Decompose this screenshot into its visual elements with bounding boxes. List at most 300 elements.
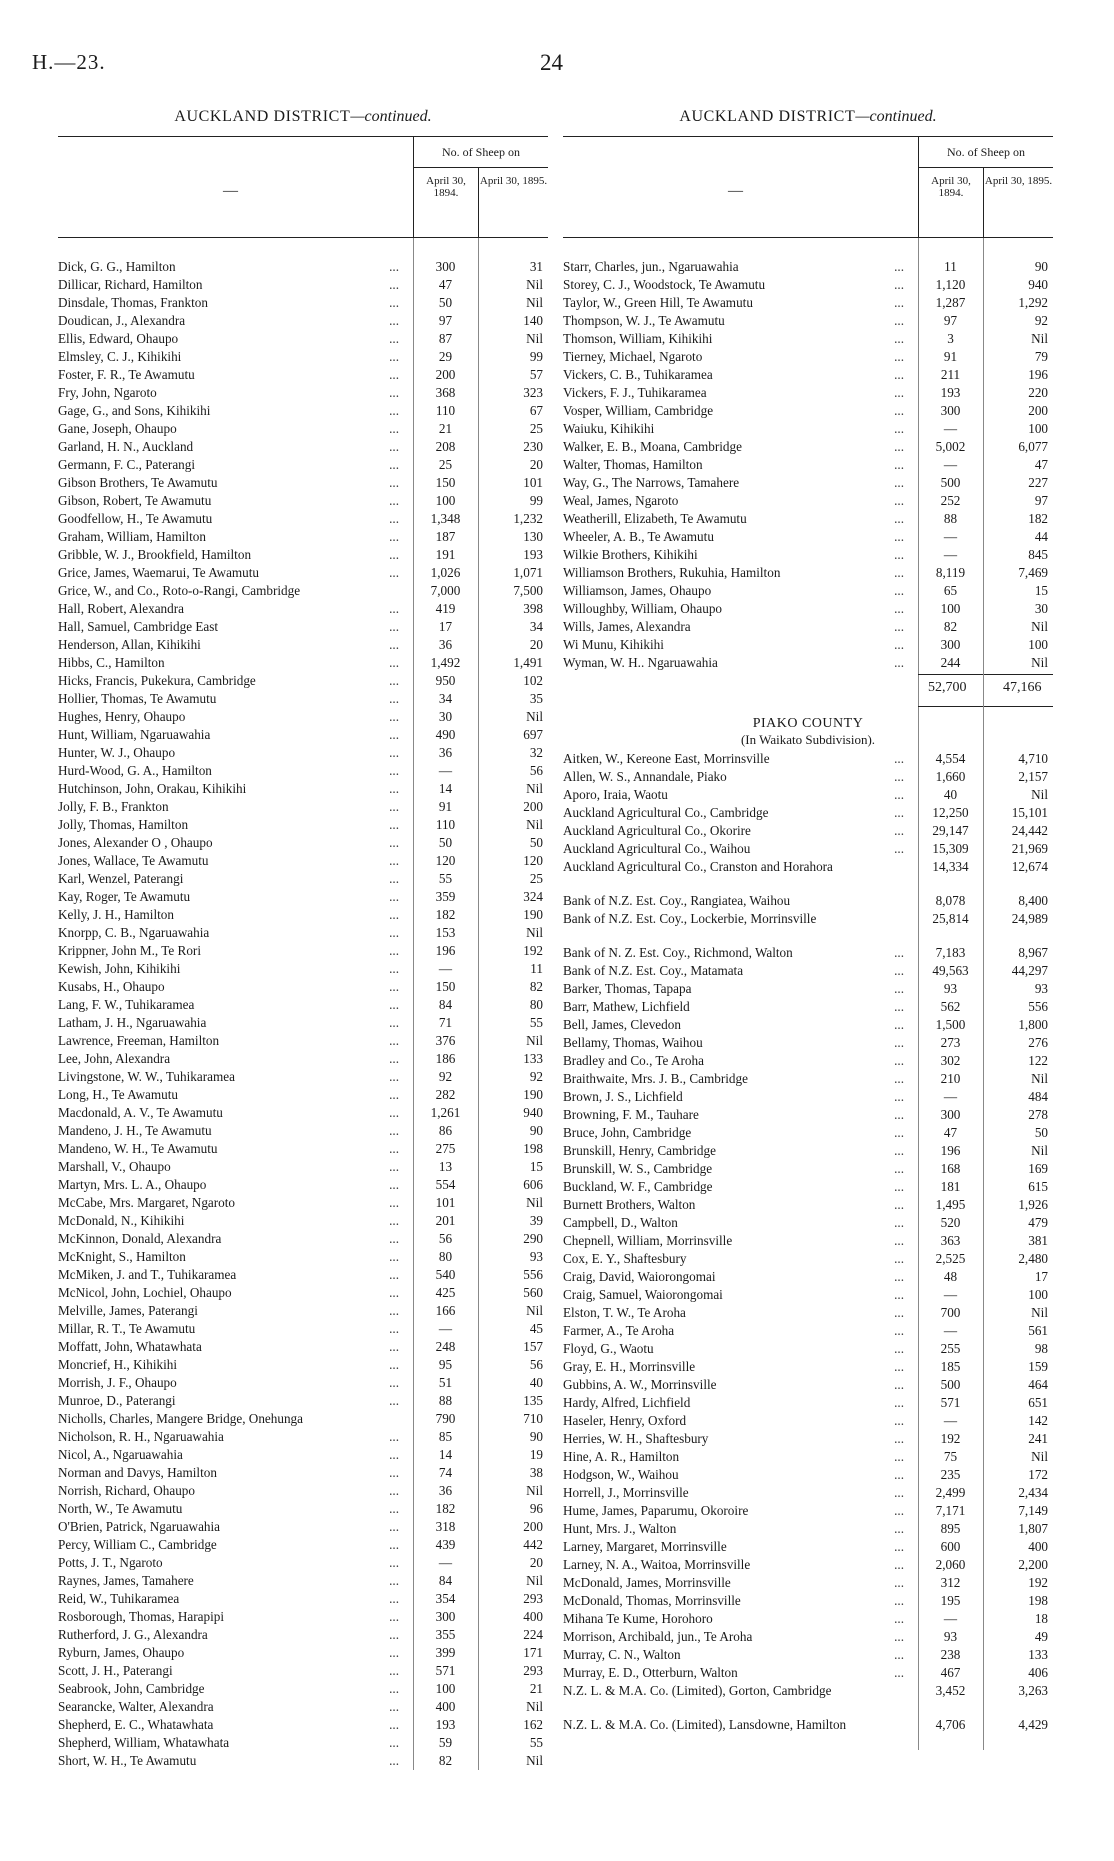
sheep-1895: 1,232	[513, 511, 543, 526]
owner-name	[58, 1338, 403, 1356]
sheep-1894: 186	[435, 1051, 456, 1066]
table-row	[58, 726, 548, 744]
sheep-1894: 1,026	[430, 565, 461, 580]
leader-dots: ...	[894, 1557, 904, 1572]
leader-dots: ...	[389, 1627, 399, 1642]
sheep-1895: 2,157	[1018, 769, 1048, 784]
owner-name	[58, 546, 403, 564]
page-reference: H.—23.	[32, 50, 106, 74]
sheep-1894: 84	[438, 997, 453, 1012]
leader-dots: ...	[389, 1141, 399, 1156]
table-row	[563, 1070, 1053, 1088]
leader-dots: ...	[894, 787, 904, 802]
sheep-1895: Nil	[1031, 1143, 1048, 1158]
owner-name	[563, 1142, 908, 1160]
table-row	[563, 1286, 1053, 1304]
leader-dots: ...	[894, 945, 904, 960]
sheep-1894: 195	[940, 1593, 961, 1608]
left-column	[58, 108, 548, 1770]
leader-dots: ...	[894, 1485, 904, 1500]
table-row	[58, 1662, 548, 1680]
table-row	[563, 654, 1053, 672]
owner-name-text: Shepherd, E. C., Whatawhata	[58, 1717, 214, 1732]
sheep-1895: 15	[1034, 583, 1048, 598]
sheep-1895: Nil	[526, 817, 543, 832]
leader-dots: ...	[894, 805, 904, 820]
owner-name-text: Weal, James, Ngaroto	[563, 493, 679, 508]
sheep-1894: 17	[438, 619, 453, 634]
sheep-1895: 90	[529, 1429, 543, 1444]
leader-dots: ...	[894, 1413, 904, 1428]
owner-name-text: Gane, Joseph, Ohaupo	[58, 421, 177, 436]
owner-name	[563, 1556, 908, 1574]
table-row	[58, 1140, 548, 1158]
leader-dots: ...	[894, 349, 904, 364]
leader-dots: ...	[894, 1629, 904, 1644]
owner-name-text: Browning, F. M., Tauhare	[563, 1107, 699, 1122]
owner-name-text: Dinsdale, Thomas, Frankton	[58, 295, 208, 310]
leader-dots: ...	[389, 1447, 399, 1462]
leader-dots: ...	[389, 799, 399, 814]
owner-name	[58, 780, 403, 798]
owner-name	[563, 1484, 908, 1502]
sheep-1895: 35	[529, 691, 543, 706]
sheep-1895: 93	[1034, 981, 1048, 996]
sheep-1895: 44	[1034, 529, 1048, 544]
owner-name-text: Livingstone, W. W., Tuhikaramea	[58, 1069, 235, 1084]
owner-name	[563, 456, 908, 474]
owner-name-text: Bank of N.Z. Est. Coy., Matamata	[563, 963, 744, 978]
table-row	[58, 1212, 548, 1230]
sheep-1895: 230	[523, 439, 543, 454]
leader-dots: ...	[894, 565, 904, 580]
table-row	[58, 888, 548, 906]
owner-name	[58, 1284, 403, 1302]
sheep-1894: 1,287	[935, 295, 966, 310]
sheep-1895: 11	[530, 961, 543, 976]
owner-name	[563, 564, 908, 582]
leader-dots: ...	[389, 529, 399, 544]
sheep-1894: 182	[435, 907, 456, 922]
total-1894: 52,700	[928, 680, 967, 695]
leader-dots: ...	[894, 1611, 904, 1626]
page-number: 24	[540, 50, 563, 75]
leader-dots: ...	[389, 1573, 399, 1588]
sheep-1894: 235	[940, 1467, 961, 1482]
sheep-1894: 1,120	[935, 277, 966, 292]
sheep-1895: 196	[1028, 367, 1048, 382]
sheep-1894: 14,334	[932, 859, 969, 874]
leader-dots: ...	[894, 823, 904, 838]
sheep-1895: 140	[523, 313, 543, 328]
leader-dots: ...	[389, 1321, 399, 1336]
sheep-1894: —	[438, 961, 453, 976]
owner-name	[563, 804, 908, 822]
sheep-1894: 80	[438, 1249, 453, 1264]
owner-name-text: Graham, William, Hamilton	[58, 529, 206, 544]
sheep-1895: 381	[1028, 1233, 1048, 1248]
table-row	[58, 1500, 548, 1518]
owner-name-text: Long, H., Te Awamutu	[58, 1087, 178, 1102]
sheep-1894: 185	[940, 1359, 961, 1374]
sheep-1894: —	[438, 1321, 453, 1336]
leader-dots: ...	[389, 385, 399, 400]
owner-name	[58, 1248, 403, 1266]
sheep-1895: 224	[523, 1627, 543, 1642]
sheep-1894: 255	[940, 1341, 961, 1356]
leader-dots: ...	[389, 1663, 399, 1678]
sheep-1895: 142	[1028, 1413, 1048, 1428]
sheep-1895: 2,480	[1018, 1251, 1048, 1266]
sheep-1894: —	[943, 1413, 958, 1428]
sheep-1894: 5,002	[935, 439, 966, 454]
sheep-1895: 293	[523, 1591, 543, 1606]
sheep-1895: 2,200	[1018, 1557, 1048, 1572]
table-row	[563, 1538, 1053, 1556]
owner-name-text: Thompson, W. J., Te Awamutu	[563, 313, 725, 328]
leader-dots: ...	[389, 691, 399, 706]
left-table-header	[58, 136, 548, 238]
table-row	[563, 348, 1053, 366]
sheep-1894: 1,660	[935, 769, 966, 784]
left-header-col-1895: April 30, 1895.	[478, 167, 548, 237]
sheep-1894: 600	[940, 1539, 961, 1554]
sheep-1894: —	[943, 1611, 958, 1626]
owner-name	[58, 1230, 403, 1248]
owner-name-text: Hume, James, Paparumu, Okoroire	[563, 1503, 749, 1518]
owner-name	[563, 1574, 908, 1592]
owner-name-text: Auckland Agricultural Co., Cranston and Horahora	[563, 859, 833, 874]
owner-name-text: Elmsley, C. J., Kihikihi	[58, 349, 182, 364]
sheep-1894: 1,348	[430, 511, 461, 526]
leader-dots: ...	[894, 1089, 904, 1104]
leader-dots: ...	[894, 1647, 904, 1662]
owner-name-text: Scott, J. H., Paterangi	[58, 1663, 173, 1678]
sheep-1894: 110	[435, 403, 456, 418]
owner-name	[563, 1088, 908, 1106]
owner-name	[563, 858, 908, 892]
leader-dots: ...	[389, 619, 399, 634]
table-row	[58, 330, 548, 348]
sheep-1894: 181	[940, 1179, 961, 1194]
leader-dots: ...	[389, 313, 399, 328]
sheep-1894: 14	[438, 781, 453, 796]
owner-name	[563, 1070, 908, 1088]
leader-dots: ...	[389, 835, 399, 850]
owner-name-text: Barr, Mathew, Lichfield	[563, 999, 690, 1014]
table-row	[563, 1052, 1053, 1070]
owner-name-text: Horrell, J., Morrinsville	[563, 1485, 689, 1500]
owner-name	[563, 276, 908, 294]
sheep-1894: 7,183	[935, 945, 966, 960]
sheep-1894: 36	[438, 1483, 453, 1498]
sheep-1894: 273	[940, 1035, 961, 1050]
sheep-1895: 159	[1028, 1359, 1048, 1374]
leader-dots: ...	[894, 1377, 904, 1392]
sheep-1895: 31	[529, 259, 543, 274]
owner-name-text: McDonald, Thomas, Morrinsville	[563, 1593, 741, 1608]
sheep-1895: 100	[1028, 637, 1048, 652]
sheep-1895: 8,400	[1018, 893, 1048, 908]
sheep-1895: 6,077	[1018, 439, 1048, 454]
leader-dots: ...	[389, 259, 399, 274]
leader-dots: ...	[389, 1105, 399, 1120]
table-row	[563, 1502, 1053, 1520]
table-row	[563, 1484, 1053, 1502]
left-header-sheep-label: No. of Sheep on	[413, 137, 548, 168]
sheep-1894: —	[943, 529, 958, 544]
sheep-1895: 192	[1028, 1575, 1048, 1590]
sheep-1895: 92	[1034, 313, 1048, 328]
table-row	[58, 1680, 548, 1698]
sheep-1895: 1,800	[1018, 1017, 1048, 1032]
sheep-1895: 90	[1034, 259, 1048, 274]
sheep-1894: 93	[943, 981, 958, 996]
sheep-1895: Nil	[526, 925, 543, 940]
sheep-1894: 12,250	[932, 805, 969, 820]
owner-name	[58, 258, 403, 276]
owner-name	[563, 510, 908, 528]
owner-name-text: Short, W. H., Te Awamutu	[58, 1753, 197, 1768]
owner-name-text: Floyd, G., Waotu	[563, 1341, 654, 1356]
owner-name	[563, 1106, 908, 1124]
sheep-1895: 697	[523, 727, 543, 742]
leader-dots: ...	[894, 1467, 904, 1482]
sheep-1895: 278	[1028, 1107, 1048, 1122]
table-row	[58, 654, 548, 672]
owner-name-text: Vickers, F. J., Tuhikaramea	[563, 385, 707, 400]
sheep-1895: 133	[1028, 1647, 1048, 1662]
sheep-1894: 75	[943, 1449, 958, 1464]
table-row	[58, 1266, 548, 1284]
sheep-1895: 130	[523, 529, 543, 544]
table-row	[58, 1392, 548, 1410]
sheep-1895: 157	[523, 1339, 543, 1354]
owner-name	[58, 1104, 403, 1122]
left-title-suffix: —continued.	[350, 108, 432, 125]
leader-dots: ...	[894, 1431, 904, 1446]
table-row	[563, 366, 1053, 384]
sheep-1895: 133	[523, 1051, 543, 1066]
owner-name-text: Walter, Thomas, Hamilton	[563, 457, 703, 472]
right-title-suffix: —continued.	[855, 108, 937, 125]
table-row	[58, 834, 548, 852]
owner-name-text: Goodfellow, H., Te Awamutu	[58, 511, 213, 526]
owner-name	[563, 1322, 908, 1340]
leader-dots: ...	[389, 1537, 399, 1552]
sheep-1895: 25	[529, 871, 543, 886]
owner-name-text: Wilkie Brothers, Kihikihi	[563, 547, 698, 562]
sheep-1894: 100	[435, 493, 456, 508]
sheep-1895: 39	[529, 1213, 543, 1228]
leader-dots: ...	[389, 295, 399, 310]
owner-name-text: Bank of N.Z. Est. Coy., Lockerbie, Morrinsville	[563, 911, 817, 926]
owner-name	[58, 600, 403, 618]
table-row	[58, 870, 548, 888]
table-row	[58, 438, 548, 456]
table-row	[563, 1214, 1053, 1232]
table-row	[58, 1068, 548, 1086]
table-row	[563, 1358, 1053, 1376]
table-row	[58, 258, 548, 276]
owner-name	[563, 750, 908, 768]
owner-name	[563, 1412, 908, 1430]
owner-name-text: Krippner, John M., Te Rori	[58, 943, 201, 958]
table-row	[563, 1412, 1053, 1430]
leader-dots: ...	[389, 1501, 399, 1516]
sheep-1894: 47	[438, 277, 453, 292]
owner-name-text: O'Brien, Patrick, Ngaruawahia	[58, 1519, 221, 1534]
owner-name-text: Williamson Brothers, Rukuhia, Hamilton	[563, 565, 781, 580]
sheep-1895: 484	[1028, 1089, 1048, 1104]
owner-name	[563, 1502, 908, 1520]
owner-name-text: Latham, J. H., Ngaruawahia	[58, 1015, 207, 1030]
sheep-1894: 36	[438, 745, 453, 760]
sheep-1895: 845	[1028, 547, 1048, 562]
owner-name-text: Storey, C. J., Woodstock, Te Awamutu	[563, 277, 766, 292]
sheep-1895: 80	[529, 997, 543, 1012]
sheep-1895: 190	[523, 1087, 543, 1102]
leader-dots: ...	[389, 457, 399, 472]
sheep-1895: 560	[523, 1285, 543, 1300]
owner-name	[563, 1376, 908, 1394]
sheep-1895: Nil	[526, 1303, 543, 1318]
owner-name-text: Nicol, A., Ngaruawahia	[58, 1447, 183, 1462]
sheep-1894: 82	[438, 1753, 453, 1768]
leader-dots: ...	[389, 1069, 399, 1084]
table-row	[58, 546, 548, 564]
table-row	[58, 906, 548, 924]
owner-name-text: Ellis, Edward, Ohaupo	[58, 331, 179, 346]
owner-name-text: Bruce, John, Cambridge	[563, 1125, 692, 1140]
owner-name	[58, 636, 403, 654]
leader-dots: ...	[389, 1249, 399, 1264]
owner-name	[58, 1050, 403, 1068]
sheep-1894: 520	[940, 1215, 961, 1230]
right-header-col-1894: April 30, 1894.	[918, 167, 983, 237]
leader-dots: ...	[389, 1429, 399, 1444]
owner-name	[58, 1158, 403, 1176]
table-row	[58, 852, 548, 870]
owner-name	[58, 1014, 403, 1032]
table-row	[563, 1556, 1053, 1574]
table-row	[58, 1428, 548, 1446]
owner-name-text: Brown, J. S., Lichfield	[563, 1089, 683, 1104]
sheep-1894: 8,078	[935, 893, 966, 908]
owner-name-text: Auckland Agricultural Co., Cambridge	[563, 805, 769, 820]
table-row	[58, 1248, 548, 1266]
leader-dots: ...	[389, 1123, 399, 1138]
table-row	[563, 1520, 1053, 1538]
sheep-1894: 700	[940, 1305, 961, 1320]
owner-name	[563, 1520, 908, 1538]
owner-name	[58, 420, 403, 438]
owner-name-text: Hollier, Thomas, Te Awamutu	[58, 691, 217, 706]
sheep-1894: 50	[438, 295, 453, 310]
leader-dots: ...	[894, 769, 904, 784]
left-header-col-1894: April 30, 1894.	[413, 167, 478, 237]
table-row	[58, 672, 548, 690]
owner-name-text: Kay, Roger, Te Awamutu	[58, 889, 191, 904]
table-row	[58, 1464, 548, 1482]
sheep-1895: 21	[529, 1681, 543, 1696]
table-row	[58, 1626, 548, 1644]
sheep-1894: 376	[435, 1033, 456, 1048]
owner-name-text: Grice, James, Waemarui, Te Awamutu	[58, 565, 260, 580]
sheep-1895: 2,434	[1018, 1485, 1048, 1500]
sheep-1895: 99	[529, 349, 543, 364]
table-row	[563, 910, 1053, 944]
leader-dots: ...	[389, 1591, 399, 1606]
owner-name	[58, 1410, 403, 1428]
table-row	[563, 546, 1053, 564]
owner-name	[58, 1482, 403, 1500]
leader-dots: ...	[894, 457, 904, 472]
sheep-1894: 790	[435, 1411, 456, 1426]
owner-name-text: Munroe, D., Paterangi	[58, 1393, 176, 1408]
table-row	[563, 1376, 1053, 1394]
table-row	[58, 420, 548, 438]
owner-name	[58, 690, 403, 708]
owner-name-text: Elston, T. W., Te Aroha	[563, 1305, 686, 1320]
sheep-1894: 29,147	[932, 823, 969, 838]
leader-dots: ...	[894, 493, 904, 508]
table-row	[563, 1448, 1053, 1466]
table-row	[563, 1088, 1053, 1106]
owner-name-text: Lee, John, Alexandra	[58, 1051, 171, 1066]
sheep-1894: 400	[435, 1699, 456, 1714]
sheep-1895: 276	[1028, 1035, 1048, 1050]
table-row	[58, 744, 548, 762]
owner-name-text: Campbell, D., Walton	[563, 1215, 678, 1230]
sheep-1895: 15	[529, 1159, 543, 1174]
table-row	[58, 798, 548, 816]
leader-dots: ...	[894, 999, 904, 1014]
sheep-1894: 300	[940, 403, 961, 418]
sheep-1895: Nil	[526, 1699, 543, 1714]
table-row	[58, 1032, 548, 1050]
sheep-1895: 710	[523, 1411, 543, 1426]
table-row	[58, 348, 548, 366]
sheep-1895: 1,926	[1018, 1197, 1048, 1212]
sheep-1894: 59	[438, 1735, 453, 1750]
sheep-1894: 540	[435, 1267, 456, 1282]
sheep-1894: 40	[943, 787, 958, 802]
table-row	[58, 294, 548, 312]
owner-name-text: Hunt, Mrs. J., Walton	[563, 1521, 677, 1536]
owner-name	[58, 1536, 403, 1554]
leader-dots: ...	[894, 655, 904, 670]
sheep-1894: 312	[940, 1575, 961, 1590]
leader-dots: ...	[894, 1593, 904, 1608]
sheep-1895: 4,429	[1018, 1717, 1048, 1732]
owner-name	[58, 582, 403, 600]
owner-name	[58, 348, 403, 366]
sheep-1895: 561	[1028, 1323, 1048, 1338]
leader-dots: ...	[389, 511, 399, 526]
sheep-1895: 44,297	[1011, 963, 1048, 978]
owner-name-text: Ryburn, James, Ohaupo	[58, 1645, 185, 1660]
owner-name-text: Auckland Agricultural Co., Waihou	[563, 841, 751, 856]
table-row	[563, 1106, 1053, 1124]
owner-name	[58, 384, 403, 402]
table-row	[563, 1016, 1053, 1034]
sheep-1894: 93	[943, 1629, 958, 1644]
leader-dots: ...	[894, 1287, 904, 1302]
sheep-1895: 198	[1028, 1593, 1048, 1608]
owner-name	[58, 1572, 403, 1590]
sheep-1894: 1,492	[430, 655, 461, 670]
